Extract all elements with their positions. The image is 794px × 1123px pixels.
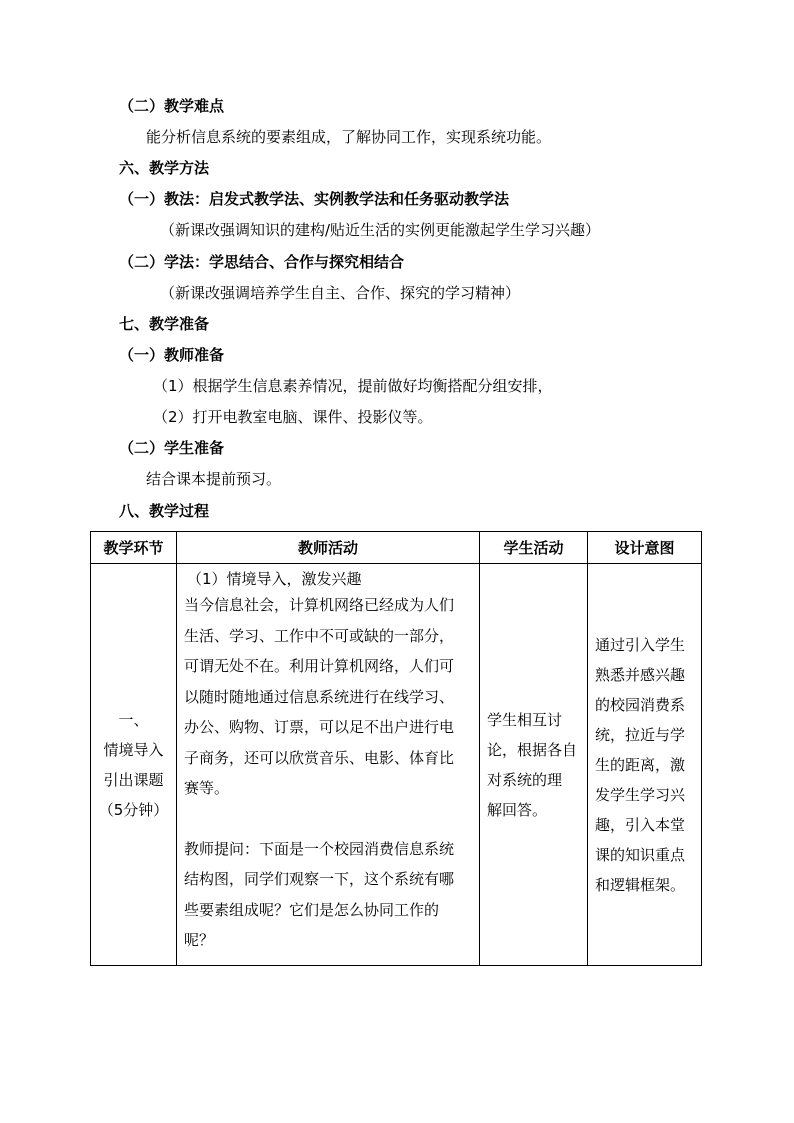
header-design-intent: 设计意图 (588, 532, 702, 564)
design-intent-line: 生的距离，激 (595, 755, 686, 774)
design-intent-cell (588, 564, 702, 966)
teacher-activity-line: 可谓无处不在。利用计算机网络，人们可 (184, 657, 455, 675)
student-activity-line: 对系统的理 (487, 770, 563, 789)
teacher-activity-line: 当今信息社会，计算机网络已经成为人们 (184, 596, 455, 614)
teaching-process-table (90, 531, 702, 966)
teaching-method-heading: （一）教法：启发式教学法、实例教学法和任务驱动教学法 (119, 190, 510, 208)
header-teacher-activity: 教师活动 (177, 532, 480, 564)
teacher-question-line: 呢？ (184, 931, 215, 949)
design-intent-line: 熟悉并感兴趣 (595, 665, 686, 684)
student-preparation-text: 结合课本提前预习。 (146, 470, 282, 488)
table-header-row (91, 532, 702, 564)
teacher-question-line: 些要素组成呢？它们是怎么协同工作的 (184, 900, 440, 919)
teacher-question-line: 结构图，同学们观察一下，这个系统有哪 (184, 870, 455, 888)
teacher-activity-line: 生活、学习、工作中不可或缺的一部分， (184, 626, 455, 645)
teacher-preparation-heading: （一）教师准备 (119, 346, 225, 364)
teacher-activity-line: 赛等。 (184, 779, 230, 797)
stage-line: （5分钟） (98, 800, 169, 819)
teacher-activity-subtitle: （1）情境导入，激发兴趣 (187, 570, 362, 588)
student-activity-cell (480, 564, 588, 966)
methods-heading: 六、教学方法 (119, 159, 210, 177)
teacher-activity-line: 办公、购物、订票，可以足不出户进行电 (184, 718, 455, 736)
table-row (91, 564, 702, 966)
design-intent-line: 课的知识重点 (595, 845, 686, 864)
learning-method-note: （新课改强调培养学生自主、合作、探究的学习精神） (160, 284, 521, 302)
teacher-activity-cell (177, 564, 480, 966)
stage-cell (91, 564, 177, 966)
header-stage: 教学环节 (91, 532, 177, 564)
stage-line: 一、 (118, 710, 149, 729)
student-activity-line: 解回答。 (487, 800, 548, 819)
spacer (184, 804, 473, 834)
design-intent-line: 通过引入学生 (595, 635, 686, 654)
learning-method-heading: （二）学法：学思结合、合作与探究相结合 (119, 253, 405, 271)
difficulty-heading: （二）教学难点 (119, 97, 225, 115)
student-activity-line: 论，根据各自 (487, 740, 578, 759)
teacher-preparation-item: （2）打开电教室电脑、课件、投影仪等。 (153, 408, 433, 426)
teacher-question-line: 教师提问：下面是一个校园消费信息系统 (184, 839, 455, 858)
student-activity-line: 学生相互讨 (487, 710, 563, 729)
teacher-preparation-item: （1）根据学生信息素养情况，提前做好均衡搭配分组安排， (153, 377, 553, 395)
teacher-activity-line: 子商务，还可以欣赏音乐、电影、体育比 (184, 748, 455, 767)
preparation-heading: 七、教学准备 (119, 315, 210, 333)
stage-line: 情境导入 (103, 740, 164, 759)
design-intent-line: 统，拉近与学 (595, 725, 686, 744)
teaching-method-note: （新课改强调知识的建构/贴近生活的实例更能激起学生学习兴趣） (160, 221, 601, 239)
teacher-activity-line: 以随时随地通过信息系统进行在线学习、 (184, 687, 455, 706)
design-intent-line: 和逻辑框架。 (595, 875, 686, 894)
header-student-activity: 学生活动 (480, 532, 588, 564)
student-preparation-heading: （二）学生准备 (119, 439, 225, 457)
design-intent-line: 趣，引入本堂 (595, 815, 686, 834)
design-intent-line: 发学生学习兴 (595, 785, 686, 804)
process-heading: 八、教学过程 (119, 502, 210, 520)
design-intent-line: 的校园消费系 (595, 695, 686, 714)
stage-line: 引出课题 (103, 770, 164, 789)
difficulty-text: 能分析信息系统的要素组成，了解协同工作，实现系统功能。 (146, 128, 552, 146)
